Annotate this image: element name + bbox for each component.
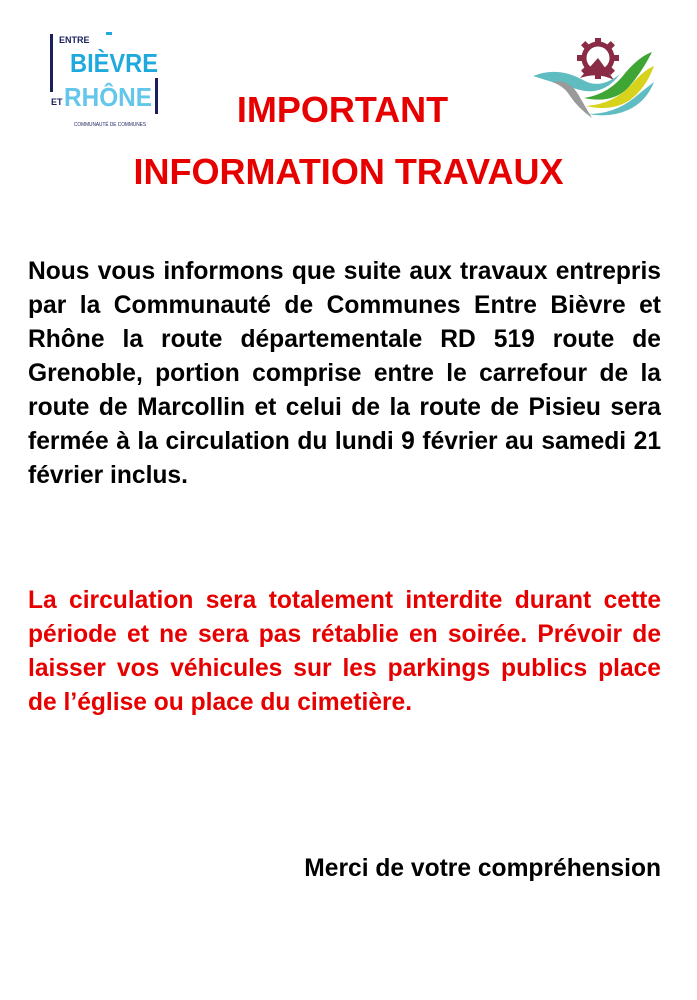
- warning-paragraph: La circulation sera totalement interdite durant cette période et ne sera pas rétablie en soirée. Prévoir de laisser vos véhicules sur les parkings publics place de l’église ou place du cimetière.: [28, 587, 661, 716]
- logo-text-bievre: BIÈVRE: [70, 48, 158, 78]
- notice-paragraph: Nous vous informons que suite aux travaux entrepris par la Communauté de Communes Entre Bièvre et Rhône la route départementale RD 519 route de Grenoble, portion comprise entre le carrefour de la route de Marcollin et celui de la route de Pisieu sera fermée à la circulation du lundi 9 février au samedi 21 février inclus.: [28, 258, 661, 489]
- title-important: [0, 88, 697, 132]
- title-information-travaux: INFORMATION TRAVAUX: [133, 151, 564, 192]
- closing-thanks: Merci de votre compréhension: [304, 855, 661, 882]
- logo-top-accent: [106, 32, 112, 35]
- logo-text-et: ET: [51, 97, 63, 107]
- logo-text-rhone: RHÔNE: [64, 82, 152, 112]
- logo-left-bar: [50, 34, 53, 92]
- logo-text-communaute: COMMUNAUTÉ DE COMMUNES: [74, 122, 159, 128]
- logo-text-entre: ENTRE: [59, 35, 90, 45]
- title-important-text: IMPORTANT: [236, 89, 449, 130]
